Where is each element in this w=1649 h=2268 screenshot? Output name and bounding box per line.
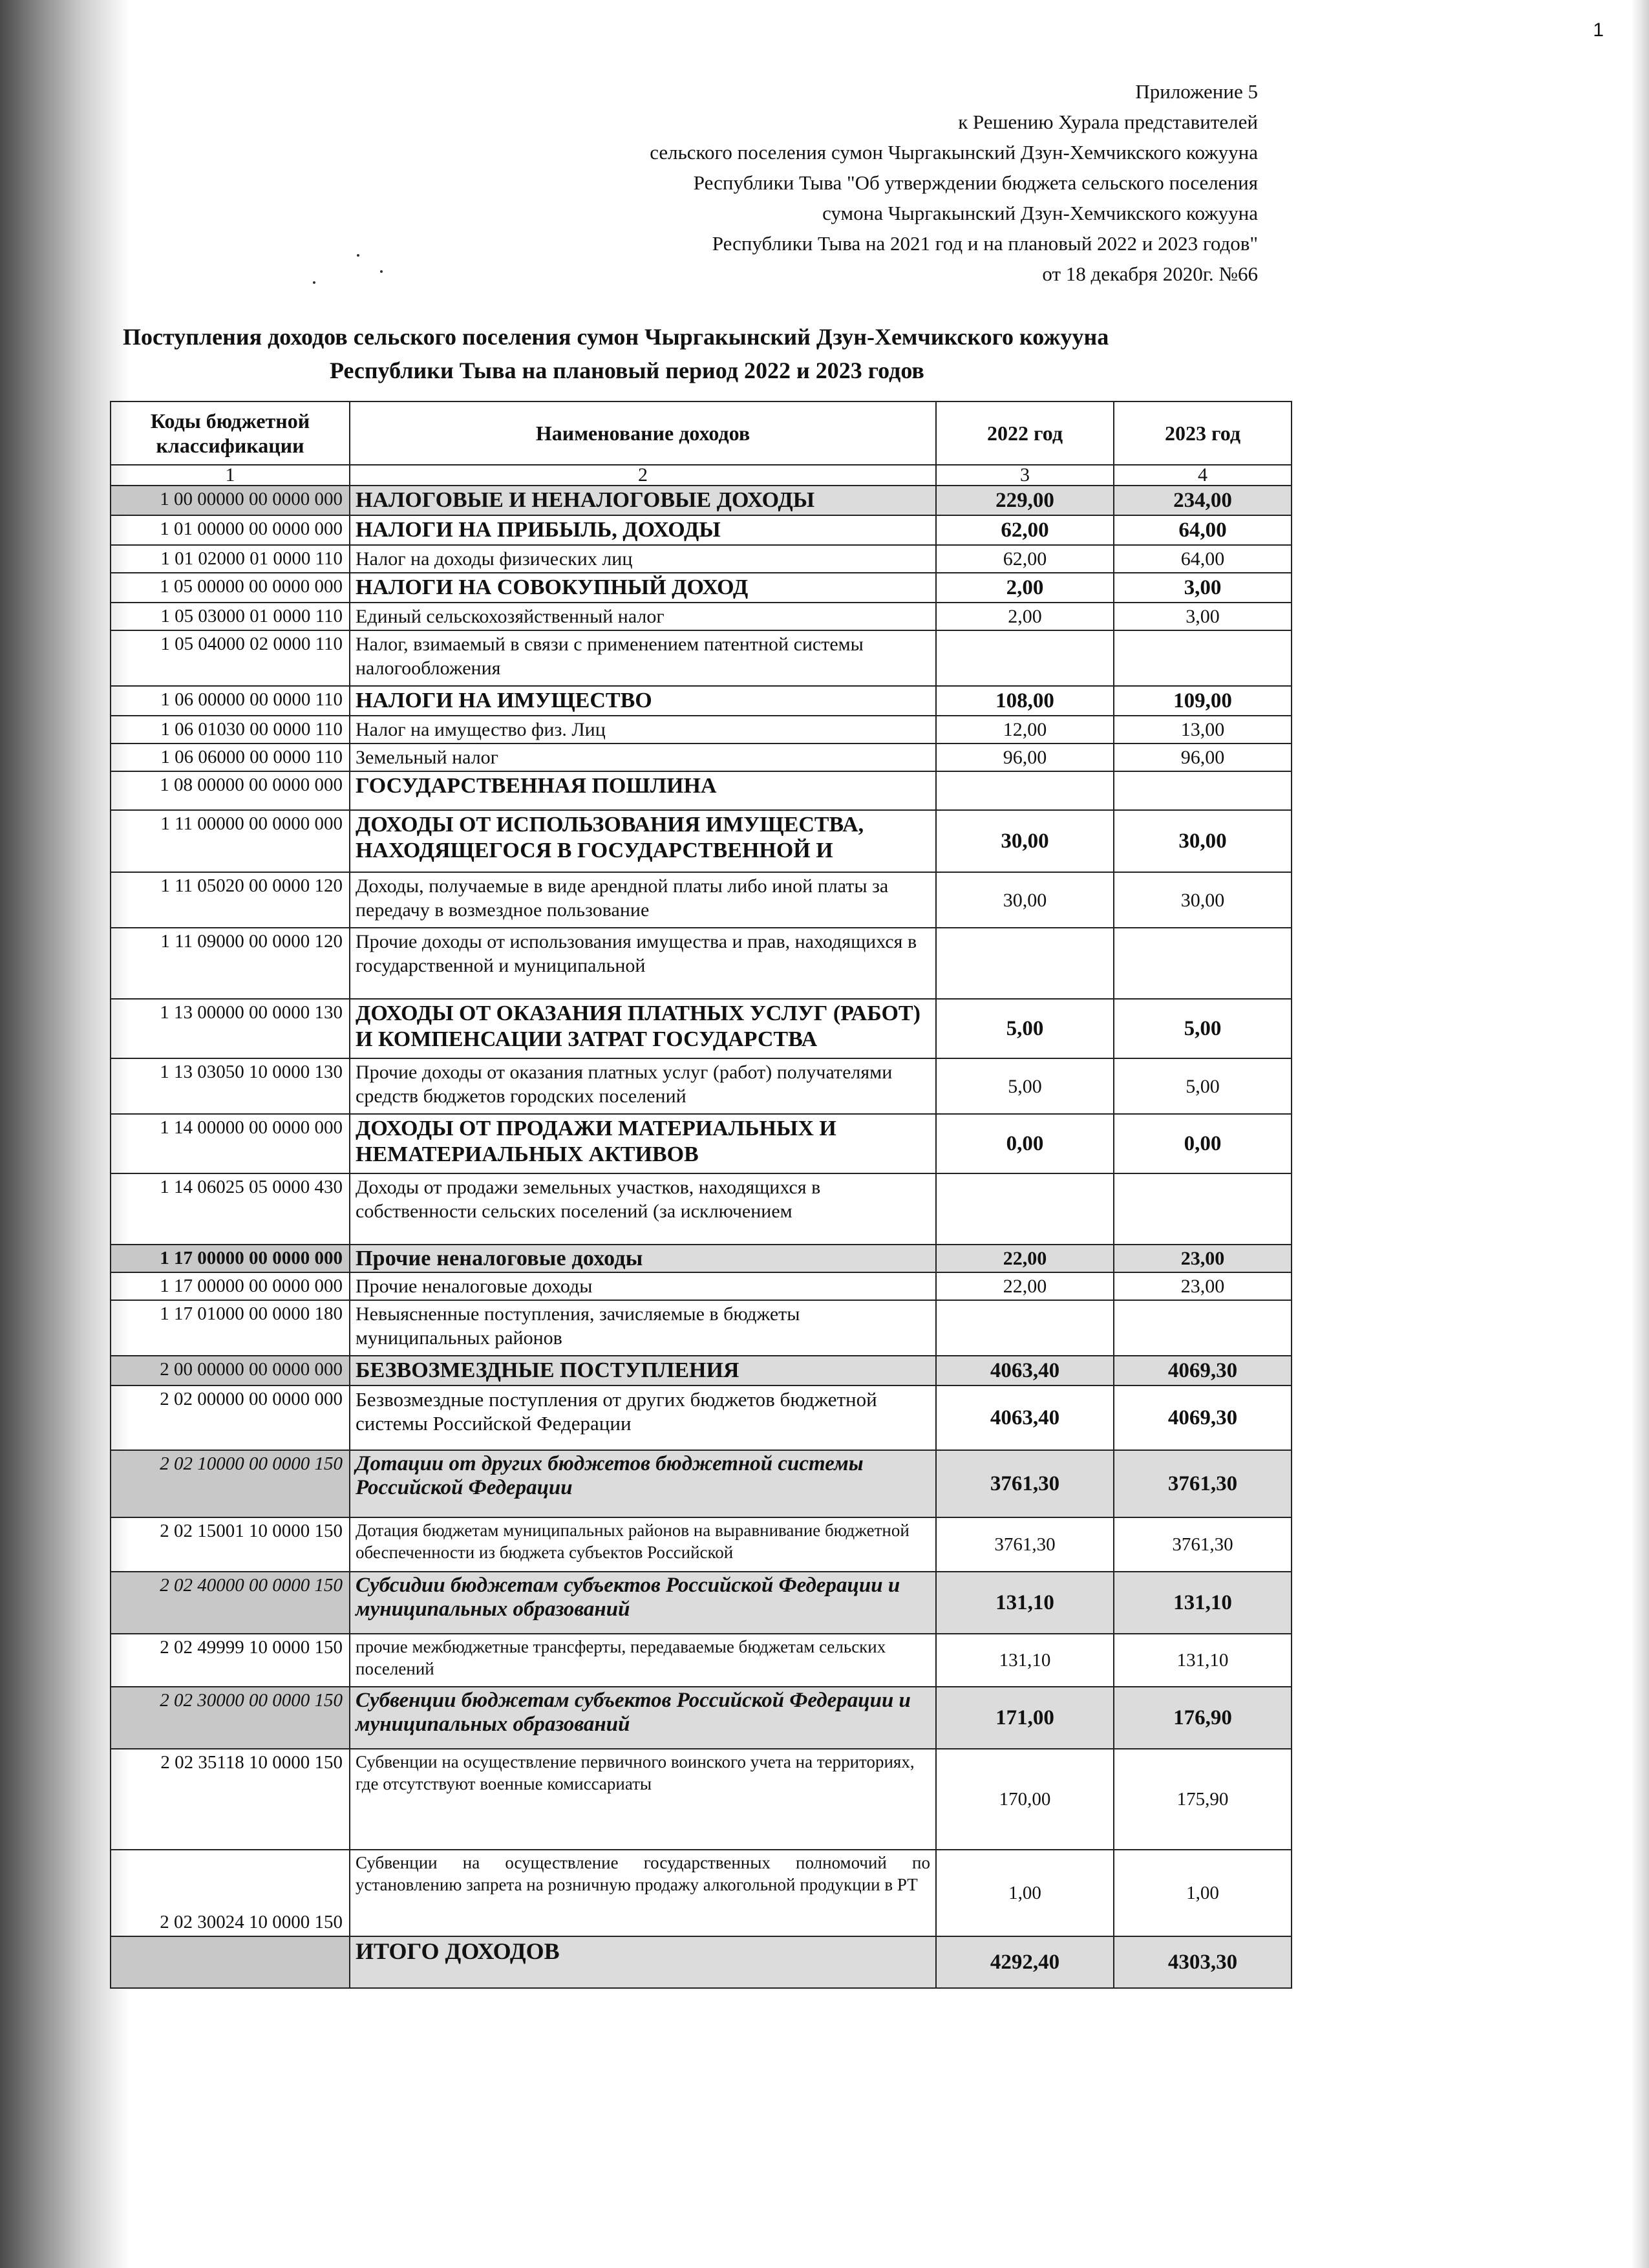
table-row [111,928,1292,999]
revenue-name: Невыясненные поступления, зачисляемые в бюджеты муниципальных районов [350,1300,936,1356]
amount-2022: 5,00 [936,999,1114,1058]
header-codes: Коды бюджетной классификации [111,401,350,465]
amount-2022: 4063,40 [936,1356,1114,1385]
amount-2023: 0,00 [1114,1114,1292,1173]
amount-2023: 3761,30 [1114,1517,1292,1572]
revenue-name: НАЛОГИ НА ПРИБЫЛЬ, ДОХОДЫ [350,515,936,545]
amount-2023: 30,00 [1114,872,1292,928]
budget-code: 1 08 00000 00 0000 000 [111,771,350,810]
revenue-name: Земельный налог [350,744,936,771]
title-line-2: Республики Тыва на плановый период 2022 и 2023 годов [330,358,924,383]
table-row [111,1173,1292,1245]
budget-code: 1 05 00000 00 0000 000 [111,573,350,603]
table-row [111,1850,1292,1936]
amount-2023 [1114,771,1292,810]
table-row [111,1245,1292,1272]
paper-edge [1631,0,1649,2268]
budget-code: 2 02 15001 10 0000 150 [111,1517,350,1572]
table-row [111,1356,1292,1385]
budget-code: 1 01 02000 01 0000 110 [111,545,350,573]
budget-code: 2 02 00000 00 0000 000 [111,1385,350,1450]
table-row [111,1634,1292,1687]
amount-2022: 229,00 [936,486,1114,515]
budget-code: 2 02 30000 00 0000 150 [111,1687,350,1749]
budget-code [111,1936,350,1988]
amount-2023: 4069,30 [1114,1385,1292,1450]
amount-2022: 22,00 [936,1245,1114,1272]
revenue-name: Субвенции на осуществление государственных полномочий по установлению запрета на розничную продажу алкогольной продукции в РТ [350,1850,936,1936]
amount-2023: 131,10 [1114,1572,1292,1634]
budget-code: 2 02 40000 00 0000 150 [111,1572,350,1634]
budget-code: 1 14 06025 05 0000 430 [111,1173,350,1245]
amount-2023 [1114,1300,1292,1356]
annex-header [288,76,1258,289]
revenue-name: Дотации от других бюджетов бюджетной системы Российской Федерации [350,1450,936,1517]
amount-2023: 5,00 [1114,999,1292,1058]
amount-2022 [936,771,1114,810]
table-row [111,1114,1292,1173]
revenue-name: Налог, взимаемый в связи с применением патентной системы налогообложения [350,630,936,686]
amount-2022: 30,00 [936,872,1114,928]
amount-2022: 96,00 [936,744,1114,771]
amount-2023: 96,00 [1114,744,1292,771]
budget-code: 1 05 04000 02 0000 110 [111,630,350,686]
annex-line: Приложение 5 [1135,80,1258,103]
revenue-name: Доходы от продажи земельных участков, находящихся в собственности сельских поселений (за исключением [350,1173,936,1245]
amount-2023: 64,00 [1114,515,1292,545]
column-index: 2 [350,465,936,486]
amount-2023: 30,00 [1114,810,1292,872]
column-index: 1 [111,465,350,486]
amount-2023: 131,10 [1114,1634,1292,1687]
amount-2022: 12,00 [936,716,1114,744]
amount-2022: 2,00 [936,573,1114,603]
amount-2023: 4069,30 [1114,1356,1292,1385]
revenue-name: Налог на доходы физических лиц [350,545,936,573]
budget-code: 1 13 00000 00 0000 130 [111,999,350,1058]
revenue-name: ДОХОДЫ ОТ ПРОДАЖИ МАТЕРИАЛЬНЫХ И НЕМАТЕРИАЛЬНЫХ АКТИВОВ [350,1114,936,1173]
table-row [111,1450,1292,1517]
table-row [111,1936,1292,1988]
revenue-name: Прочие неналоговые доходы [350,1245,936,1272]
table-row [111,486,1292,515]
amount-2022: 22,00 [936,1272,1114,1300]
amount-2023 [1114,1173,1292,1245]
amount-2023: 3,00 [1114,573,1292,603]
table-row [111,1300,1292,1356]
title-line-1: Поступления доходов сельского поселения сумон Чыргакынский Дзун-Хемчикского кожууна [123,324,1109,350]
amount-2023: 23,00 [1114,1245,1292,1272]
revenue-name: ГОСУДАРСТВЕННАЯ ПОШЛИНА [350,771,936,810]
table-row [111,603,1292,630]
revenue-name: НАЛОГИ НА СОВОКУПНЫЙ ДОХОД [350,573,936,603]
amount-2023: 109,00 [1114,686,1292,716]
amount-2022: 131,10 [936,1634,1114,1687]
table-row [111,1572,1292,1634]
amount-2022: 5,00 [936,1058,1114,1114]
revenue-name: Налог на имущество физ. Лиц [350,716,936,744]
amount-2022: 0,00 [936,1114,1114,1173]
budget-code: 1 06 01030 00 0000 110 [111,716,350,744]
revenue-name: Дотация бюджетам муниципальных районов на выравнивание бюджетной обеспеченности из бюджета субъектов Российской [350,1517,936,1572]
revenue-name: ДОХОДЫ ОТ ОКАЗАНИЯ ПЛАТНЫХ УСЛУГ (РАБОТ) И КОМПЕНСАЦИИ ЗАТРАТ ГОСУДАРСТВА [350,999,936,1058]
scan-speck [357,254,359,257]
amount-2022: 170,00 [936,1749,1114,1850]
revenue-name: Субсидии бюджетам субъектов Российской Федерации и муниципальных образований [350,1572,936,1634]
table-row [111,1749,1292,1850]
amount-2022: 4063,40 [936,1385,1114,1450]
column-index: 3 [936,465,1114,486]
budget-code: 1 00 00000 00 0000 000 [111,486,350,515]
amount-2022: 2,00 [936,603,1114,630]
budget-code: 1 06 00000 00 0000 110 [111,686,350,716]
revenue-name: Безвозмездные поступления от других бюджетов бюджетной системы Российской Федерации [350,1385,936,1450]
budget-code: 1 17 00000 00 0000 000 [111,1245,350,1272]
amount-2022 [936,1173,1114,1245]
table-row [111,999,1292,1058]
revenue-name: БЕЗВОЗМЕЗДНЫЕ ПОСТУПЛЕНИЯ [350,1356,936,1385]
budget-code: 1 05 03000 01 0000 110 [111,603,350,630]
header-2023: 2023 год [1114,401,1292,465]
amount-2023: 1,00 [1114,1850,1292,1936]
budget-code: 1 13 03050 10 0000 130 [111,1058,350,1114]
amount-2022: 3761,30 [936,1450,1114,1517]
table-row [111,686,1292,716]
revenue-name: НАЛОГОВЫЕ И НЕНАЛОГОВЫЕ ДОХОДЫ [350,486,936,515]
budget-code: 1 11 00000 00 0000 000 [111,810,350,872]
amount-2022: 108,00 [936,686,1114,716]
table-row [111,515,1292,545]
revenue-name: Единый сельскохозяйственный налог [350,603,936,630]
amount-2023 [1114,928,1292,999]
table-row [111,872,1292,928]
amount-2022: 62,00 [936,545,1114,573]
table-row [111,1058,1292,1114]
amount-2023: 13,00 [1114,716,1292,744]
table-row [111,1517,1292,1572]
budget-code: 1 06 06000 00 0000 110 [111,744,350,771]
revenue-name: Доходы, получаемые в виде арендной платы либо иной платы за передачу в возмездное пользование [350,872,936,928]
budget-code: 2 02 49999 10 0000 150 [111,1634,350,1687]
table-row [111,630,1292,686]
amount-2022: 62,00 [936,515,1114,545]
amount-2022: 171,00 [936,1687,1114,1749]
header-name: Наименование доходов [350,401,936,465]
amount-2023: 175,90 [1114,1749,1292,1850]
budget-code: 1 11 05020 00 0000 120 [111,872,350,928]
budget-code: 2 02 10000 00 0000 150 [111,1450,350,1517]
revenue-name: Прочие доходы от оказания платных услуг (работ) получателями средств бюджетов городских поселений [350,1058,936,1114]
revenue-name: ДОХОДЫ ОТ ИСПОЛЬЗОВАНИЯ ИМУЩЕСТВА, НАХОДЯЩЕГОСЯ В ГОСУДАРСТВЕННОЙ И [350,810,936,872]
budget-code: 1 01 00000 00 0000 000 [111,515,350,545]
table-row [111,1385,1292,1450]
annex-line: Республики Тыва на 2021 год и на плановый 2022 и 2023 годов" [712,232,1258,255]
amount-2022 [936,1300,1114,1356]
table-row [111,545,1292,573]
budget-code: 2 00 00000 00 0000 000 [111,1356,350,1385]
amount-2023: 3,00 [1114,603,1292,630]
amount-2022: 1,00 [936,1850,1114,1936]
table-row [111,810,1292,872]
revenue-name: Прочие неналоговые доходы [350,1272,936,1300]
revenue-name: прочие межбюджетные трансферты, передаваемые бюджетам сельских поселений [350,1634,936,1687]
document-title [123,320,1261,387]
amount-2023: 64,00 [1114,545,1292,573]
amount-2022: 131,10 [936,1572,1114,1634]
amount-2023: 23,00 [1114,1272,1292,1300]
header-2022: 2022 год [936,401,1114,465]
budget-code: 1 11 09000 00 0000 120 [111,928,350,999]
amount-2023 [1114,630,1292,686]
annex-line: сумона Чыргакынский Дзун-Хемчикского кожууна [822,202,1258,224]
amount-2022: 30,00 [936,810,1114,872]
annex-line: Республики Тыва "Об утверждении бюджета сельского поселения [693,171,1258,194]
table-row [111,744,1292,771]
table-row [111,573,1292,603]
total-label: ИТОГО ДОХОДОВ [350,1936,936,1988]
amount-2023: 5,00 [1114,1058,1292,1114]
revenue-name: НАЛОГИ НА ИМУЩЕСТВО [350,686,936,716]
scan-speck [313,281,315,284]
table-row [111,1687,1292,1749]
annex-line: сельского поселения сумон Чыргакынский Дзун-Хемчикского кожууна [650,141,1258,164]
revenue-name: Субвенции на осуществление первичного воинского учета на территориях, где отсутствуют военные комиссариаты [350,1749,936,1850]
revenue-name: Субвенции бюджетам субъектов Российской Федерации и муниципальных образований [350,1687,936,1749]
table-row [111,771,1292,810]
total-2022: 4292,40 [936,1936,1114,1988]
annex-line: от 18 декабря 2020г. №66 [1042,262,1258,285]
page-number: 1 [1593,19,1604,41]
budget-code: 2 02 35118 10 0000 150 [111,1749,350,1850]
amount-2023: 234,00 [1114,486,1292,515]
revenue-table [110,401,1292,1989]
budget-code: 1 17 01000 00 0000 180 [111,1300,350,1356]
total-2023: 4303,30 [1114,1936,1292,1988]
amount-2023: 176,90 [1114,1687,1292,1749]
table-row [111,716,1292,744]
budget-code: 1 17 00000 00 0000 000 [111,1272,350,1300]
annex-line: к Решению Хурала представителей [958,111,1258,133]
amount-2022 [936,630,1114,686]
scan-speck [380,270,383,273]
column-index: 4 [1114,465,1292,486]
budget-code: 1 14 00000 00 0000 000 [111,1114,350,1173]
budget-code: 2 02 30024 10 0000 150 [111,1850,350,1936]
revenue-name: Прочие доходы от использования имущества и прав, находящихся в государственной и муниципальной [350,928,936,999]
amount-2022 [936,928,1114,999]
table-row [111,1272,1292,1300]
amount-2022: 3761,30 [936,1517,1114,1572]
amount-2023: 3761,30 [1114,1450,1292,1517]
